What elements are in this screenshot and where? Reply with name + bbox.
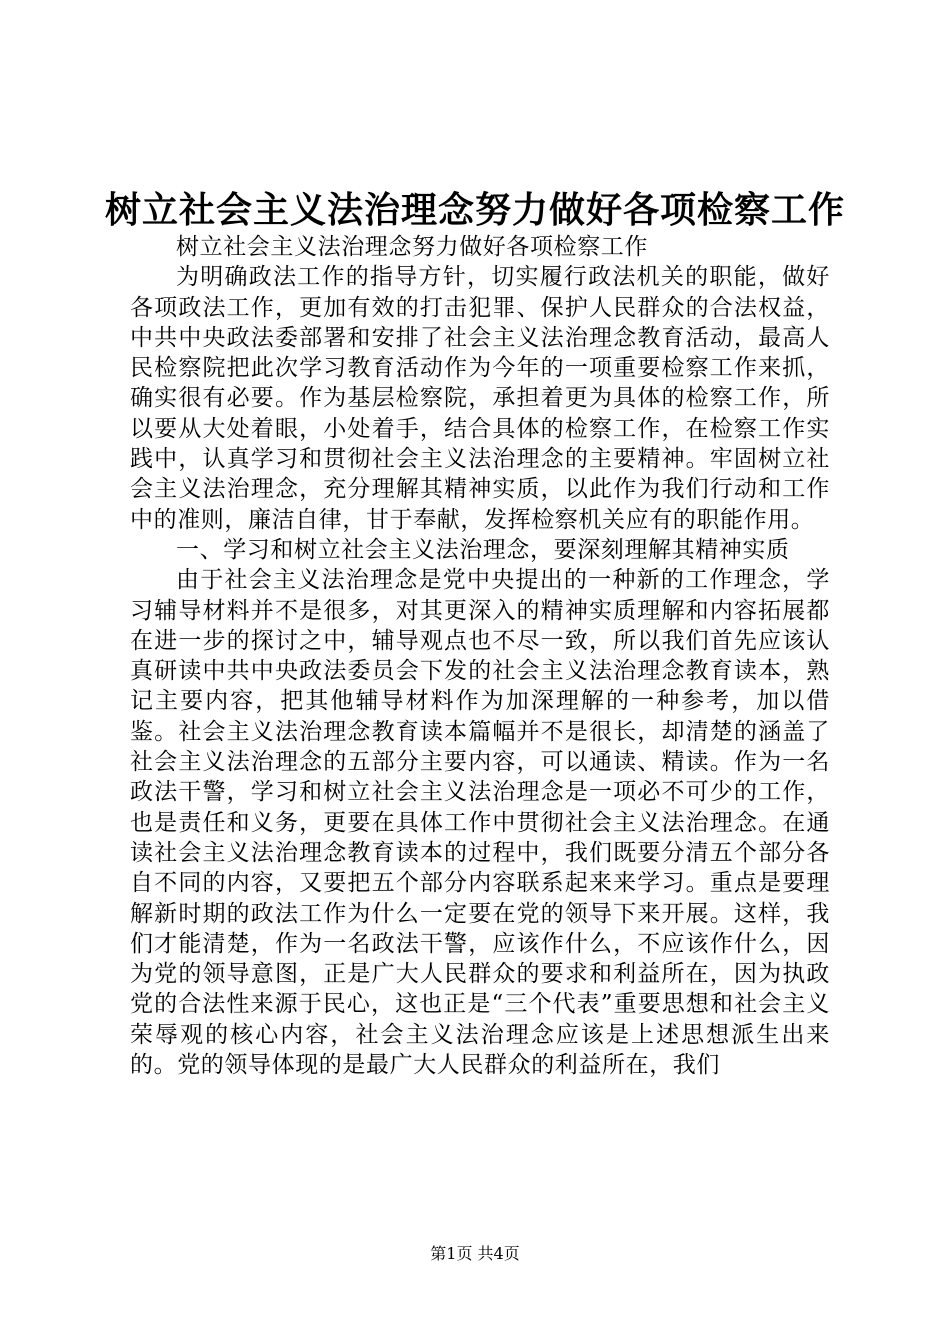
- page-number-footer: 第1页 共4页: [430, 1244, 520, 1263]
- paragraph-subtitle: 树立社会主义法治理念努力做好各项检察工作: [176, 234, 648, 260]
- document-title: 树立社会主义法治理念努力做好各项检察工作: [104, 189, 845, 231]
- section-heading-1: 一、学习和树立社会主义法治理念，要深刻理解其精神实质: [176, 536, 790, 563]
- document-body: [130, 232, 830, 1080]
- paragraph-section-1: 由于社会主义法治理念是党中央提出的一种新的工作理念，学习辅导材料并不是很多，对其更深入的精神实质理解和内容拓展都在进一步的探讨之中，辅导观点也不尽一致，所以我们首先应该认真研读中共中央政法委员会下发的社会主义法治理念教育读本，熟记主要内容，把其他辅导材料作为加深理解的一种参考，加以借鉴。社会主义法治理念教育读本篇幅并不是很长，却清楚的涵盖了社会主义法治理念的五部分主要内容，可以通读、精读。作为一名政法干警，学习和树立社会主义法治理念是一项必不可少的工作，也是责任和义务，更要在具体工作中贯彻社会主义法治理念。在通读社会主义法治理念教育读本的过程中，我们既要分清五个部分各自不同的内容，又要把五个部分内容联系起来来学习。重点是要理解新时期的政法工作为什么一定要在党的领导下来开展。这样，我们才能清楚，作为一名政法干警，应该作什么，不应该作什么，因为党的领导意图，正是广大人民群众的要求和利益所在，因为执政党的合法性来源于民心，这也正是“三个代表”重要思想和社会主义荣辱观的核心内容，社会主义法治理念应该是上述思想派生出来的。党的领导体现的是最广大人民群众的利益所在，我们: [130, 567, 830, 1079]
- paragraph-intro: 为明确政法工作的指导方针，切实履行政法机关的职能，做好各项政法工作，更加有效的打击犯罪、保护人民群众的合法权益，中共中央政法委部署和安排了社会主义法治理念教育活动，最高人民检察院把此次学习教育活动作为今年的一项重要检察工作来抓，确实很有必要。作为基层检察院，承担着更为具体的检察工作，所以要从大处着眼，小处着手，结合具体的检察工作，在检察工作实践中，认真学习和贯彻社会主义法治理念的主要精神。牢固树立社会主义法治理念，充分理解其精神实质，以此作为我们行动和工作中的准则，廉洁自律，甘于奉献，发挥检察机关应有的职能作用。: [130, 264, 830, 533]
